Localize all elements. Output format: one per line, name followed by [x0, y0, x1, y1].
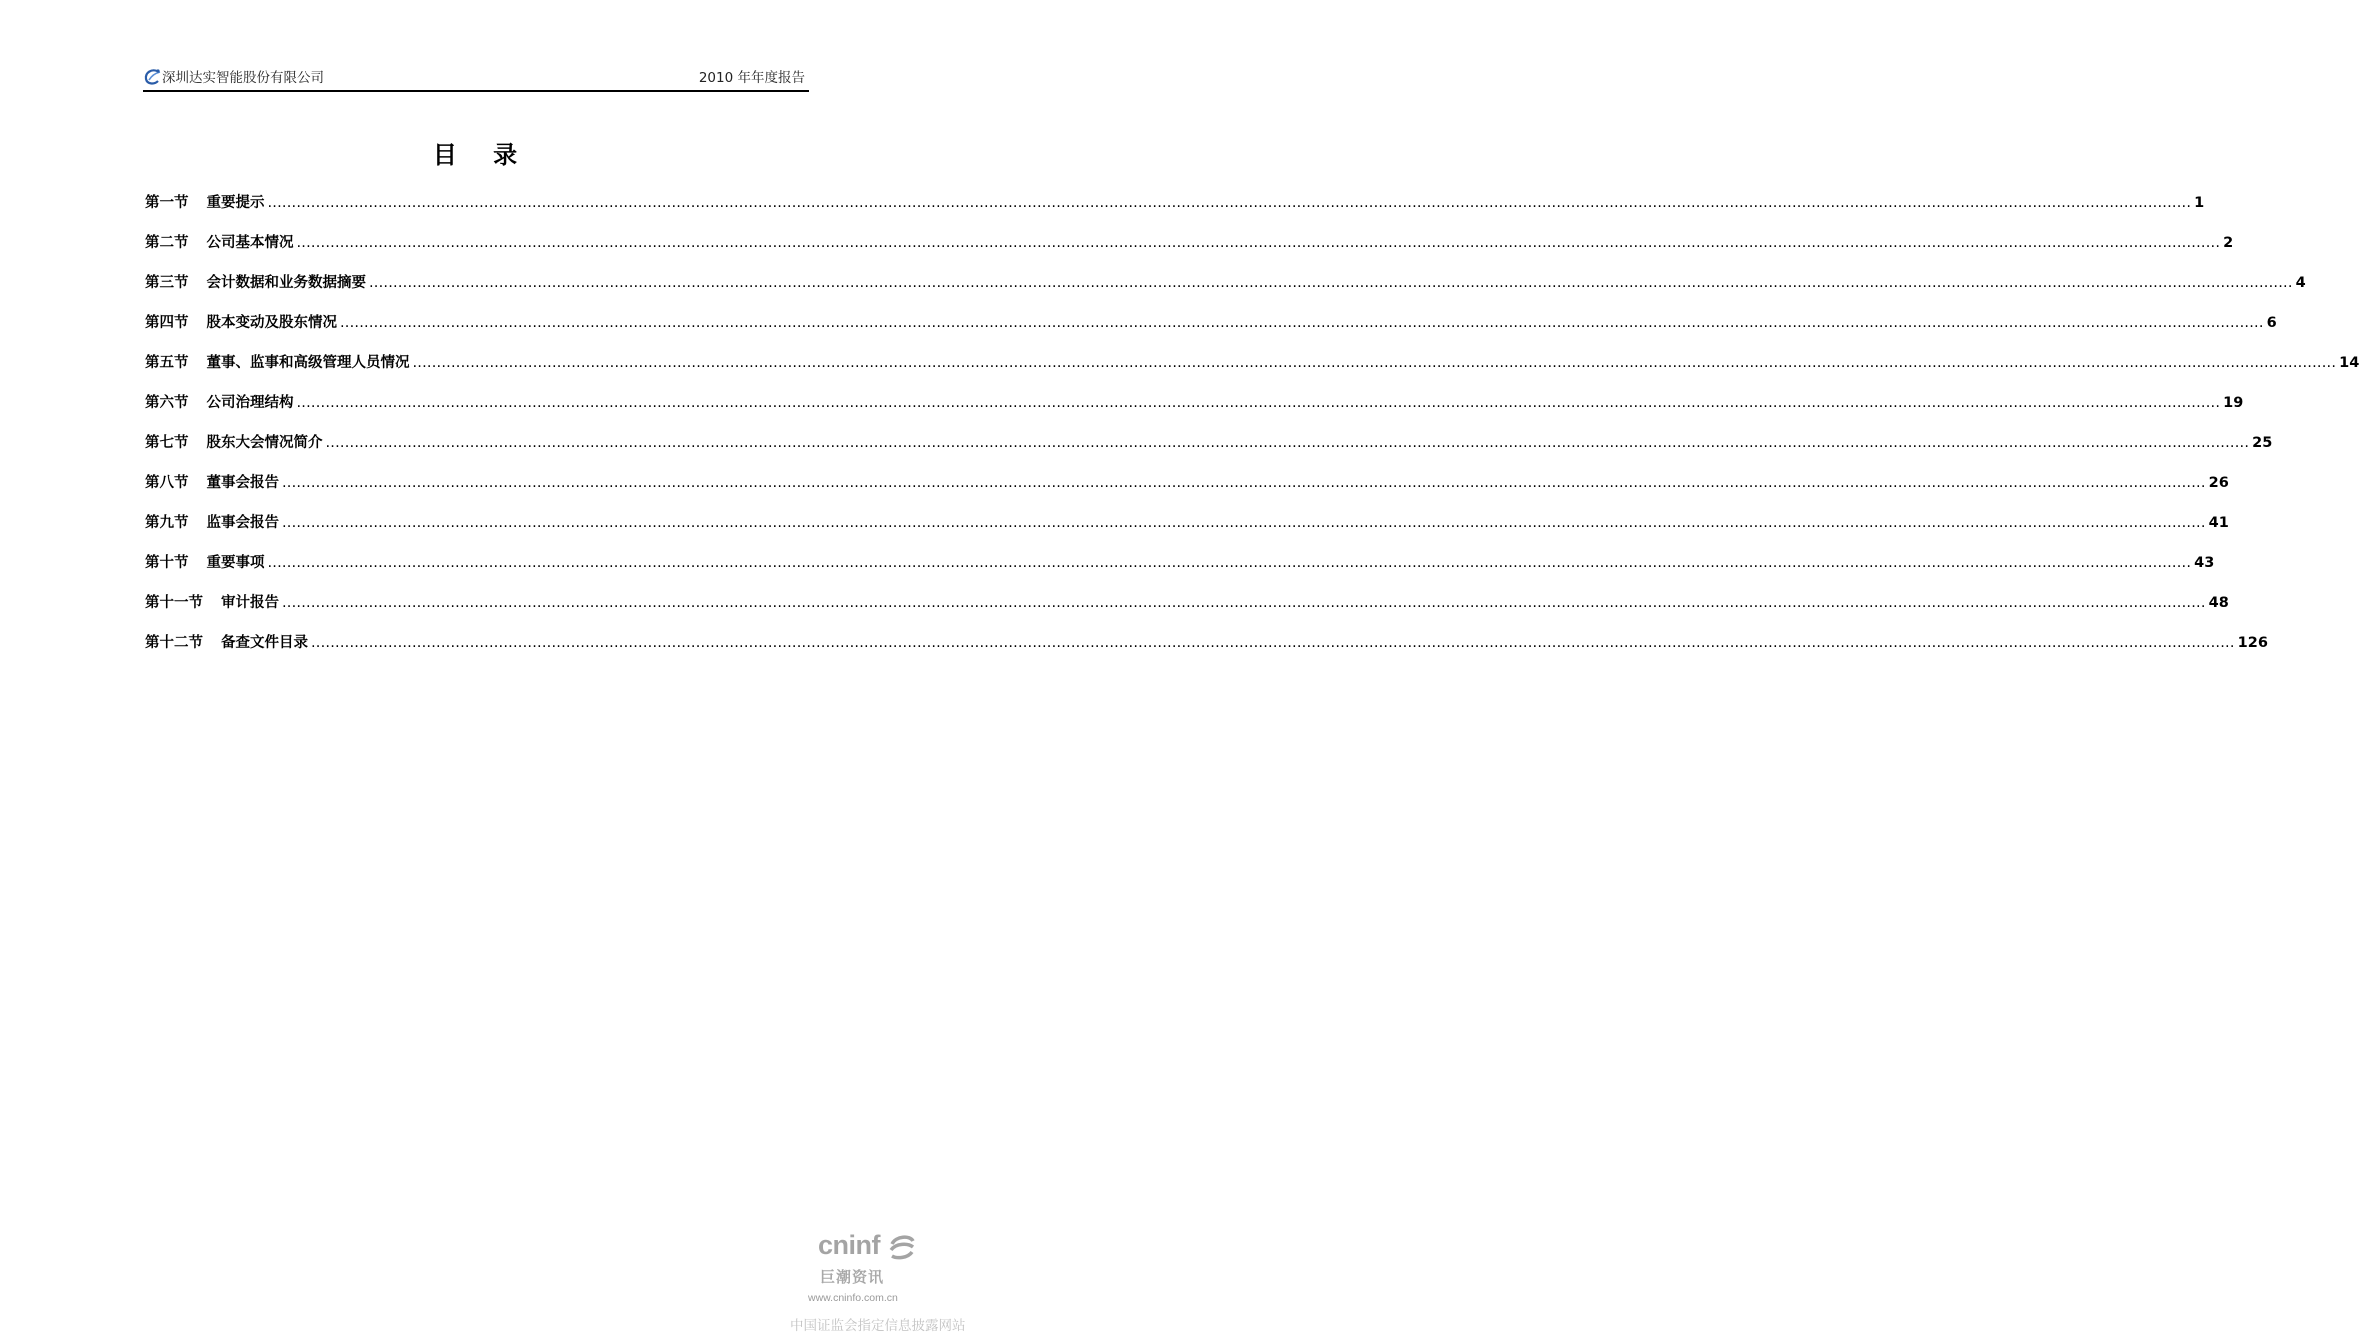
toc-section-number: 第六节 — [145, 395, 189, 411]
toc-entry[interactable] — [145, 390, 2244, 430]
toc-section-title: 重要提示 — [206, 195, 265, 211]
toc-dot-leader: ................................................................................................................................................................................................................................................................................................................................................................................................................ — [282, 515, 2206, 531]
toc-section-title: 会计数据和业务数据摘要 — [206, 275, 366, 291]
toc-dot-leader: ................................................................................................................................................................................................................................................................................................................................................................................................................ — [369, 275, 2293, 291]
table-of-contents — [145, 190, 2359, 670]
toc-section-number: 第三节 — [145, 275, 189, 291]
toc-section-title: 股本变动及股东情况 — [206, 315, 337, 331]
toc-section-number: 第九节 — [145, 515, 189, 531]
toc-page-number: 14 — [2339, 355, 2359, 371]
header-company-name: 深圳达实智能股份有限公司 — [162, 70, 324, 86]
toc-dot-leader: ................................................................................................................................................................................................................................................................................................................................................................................................................ — [412, 355, 2337, 371]
toc-page-number: 1 — [2194, 195, 2205, 211]
toc-section-title: 董事、监事和高级管理人员情况 — [206, 355, 410, 371]
toc-section-number: 第十节 — [145, 555, 189, 571]
toc-section-number: 第五节 — [145, 355, 189, 371]
toc-dot-leader: ................................................................................................................................................................................................................................................................................................................................................................................................................ — [267, 195, 2192, 211]
toc-dot-leader: ................................................................................................................................................................................................................................................................................................................................................................................................................ — [296, 395, 2221, 411]
toc-page-number: 126 — [2237, 635, 2268, 651]
toc-section-number: 第七节 — [145, 435, 189, 451]
toc-entry[interactable] — [145, 190, 2205, 230]
toc-page-number: 43 — [2194, 555, 2215, 571]
toc-page-number: 25 — [2252, 435, 2273, 451]
cninfo-swirl-icon — [888, 1232, 916, 1260]
watermark-url: www.cninfo.com.cn — [808, 1292, 898, 1304]
toc-entry[interactable] — [145, 470, 2229, 510]
watermark-site-caption: 中国证监会指定信息披露网站 — [790, 1318, 966, 1334]
toc-section-title: 股东大会情况简介 — [206, 435, 323, 451]
toc-section-title: 公司基本情况 — [206, 235, 294, 251]
toc-section-title: 审计报告 — [221, 595, 279, 611]
toc-section-number: 第一节 — [145, 195, 189, 211]
toc-page-number: 48 — [2208, 595, 2229, 611]
toc-section-number: 第四节 — [145, 315, 189, 331]
toc-entry[interactable] — [145, 590, 2229, 630]
toc-dot-leader: ................................................................................................................................................................................................................................................................................................................................................................................................................ — [325, 435, 2250, 451]
toc-entry[interactable] — [145, 630, 2268, 670]
toc-entry[interactable] — [145, 230, 2234, 270]
toc-section-number: 第八节 — [145, 475, 189, 491]
toc-page-number: 26 — [2208, 475, 2229, 491]
toc-entry[interactable] — [145, 430, 2273, 470]
toc-page-number: 41 — [2208, 515, 2229, 531]
toc-section-number: 第二节 — [145, 235, 189, 251]
watermark-name-cn: 巨潮资讯 — [820, 1268, 885, 1286]
header-divider — [143, 90, 809, 92]
toc-entry[interactable] — [145, 510, 2229, 550]
company-logo-icon — [143, 68, 161, 86]
toc-dot-leader: ................................................................................................................................................................................................................................................................................................................................................................................................................ — [311, 635, 2235, 651]
toc-page-number: 2 — [2223, 235, 2234, 251]
toc-page-number: 19 — [2223, 395, 2244, 411]
toc-dot-leader: ................................................................................................................................................................................................................................................................................................................................................................................................................ — [267, 555, 2192, 571]
toc-dot-leader: ................................................................................................................................................................................................................................................................................................................................................................................................................ — [282, 595, 2206, 611]
toc-entry[interactable] — [145, 550, 2215, 590]
toc-section-number: 第十二节 — [145, 635, 203, 651]
page-header — [143, 66, 809, 92]
page-title: 目 录 — [432, 141, 532, 169]
toc-dot-leader: ................................................................................................................................................................................................................................................................................................................................................................................................................ — [296, 235, 2221, 251]
toc-entry[interactable] — [145, 310, 2277, 350]
toc-entry[interactable] — [145, 350, 2359, 390]
toc-section-title: 董事会报告 — [206, 475, 279, 491]
toc-page-number: 6 — [2266, 315, 2277, 331]
watermark-logo-text: cninf — [818, 1230, 880, 1260]
toc-section-title: 监事会报告 — [206, 515, 279, 531]
toc-section-number: 第十一节 — [145, 595, 203, 611]
toc-dot-leader: ................................................................................................................................................................................................................................................................................................................................................................................................................ — [282, 475, 2206, 491]
toc-section-title: 备查文件目录 — [221, 635, 308, 651]
cninfo-watermark — [790, 1228, 966, 1344]
toc-section-title: 重要事项 — [206, 555, 265, 571]
toc-entry[interactable] — [145, 270, 2306, 310]
toc-section-title: 公司治理结构 — [206, 395, 294, 411]
toc-dot-leader: ................................................................................................................................................................................................................................................................................................................................................................................................................ — [340, 315, 2264, 331]
toc-page-number: 4 — [2295, 275, 2306, 291]
header-report-title: 2010 年年度报告 — [698, 70, 805, 86]
